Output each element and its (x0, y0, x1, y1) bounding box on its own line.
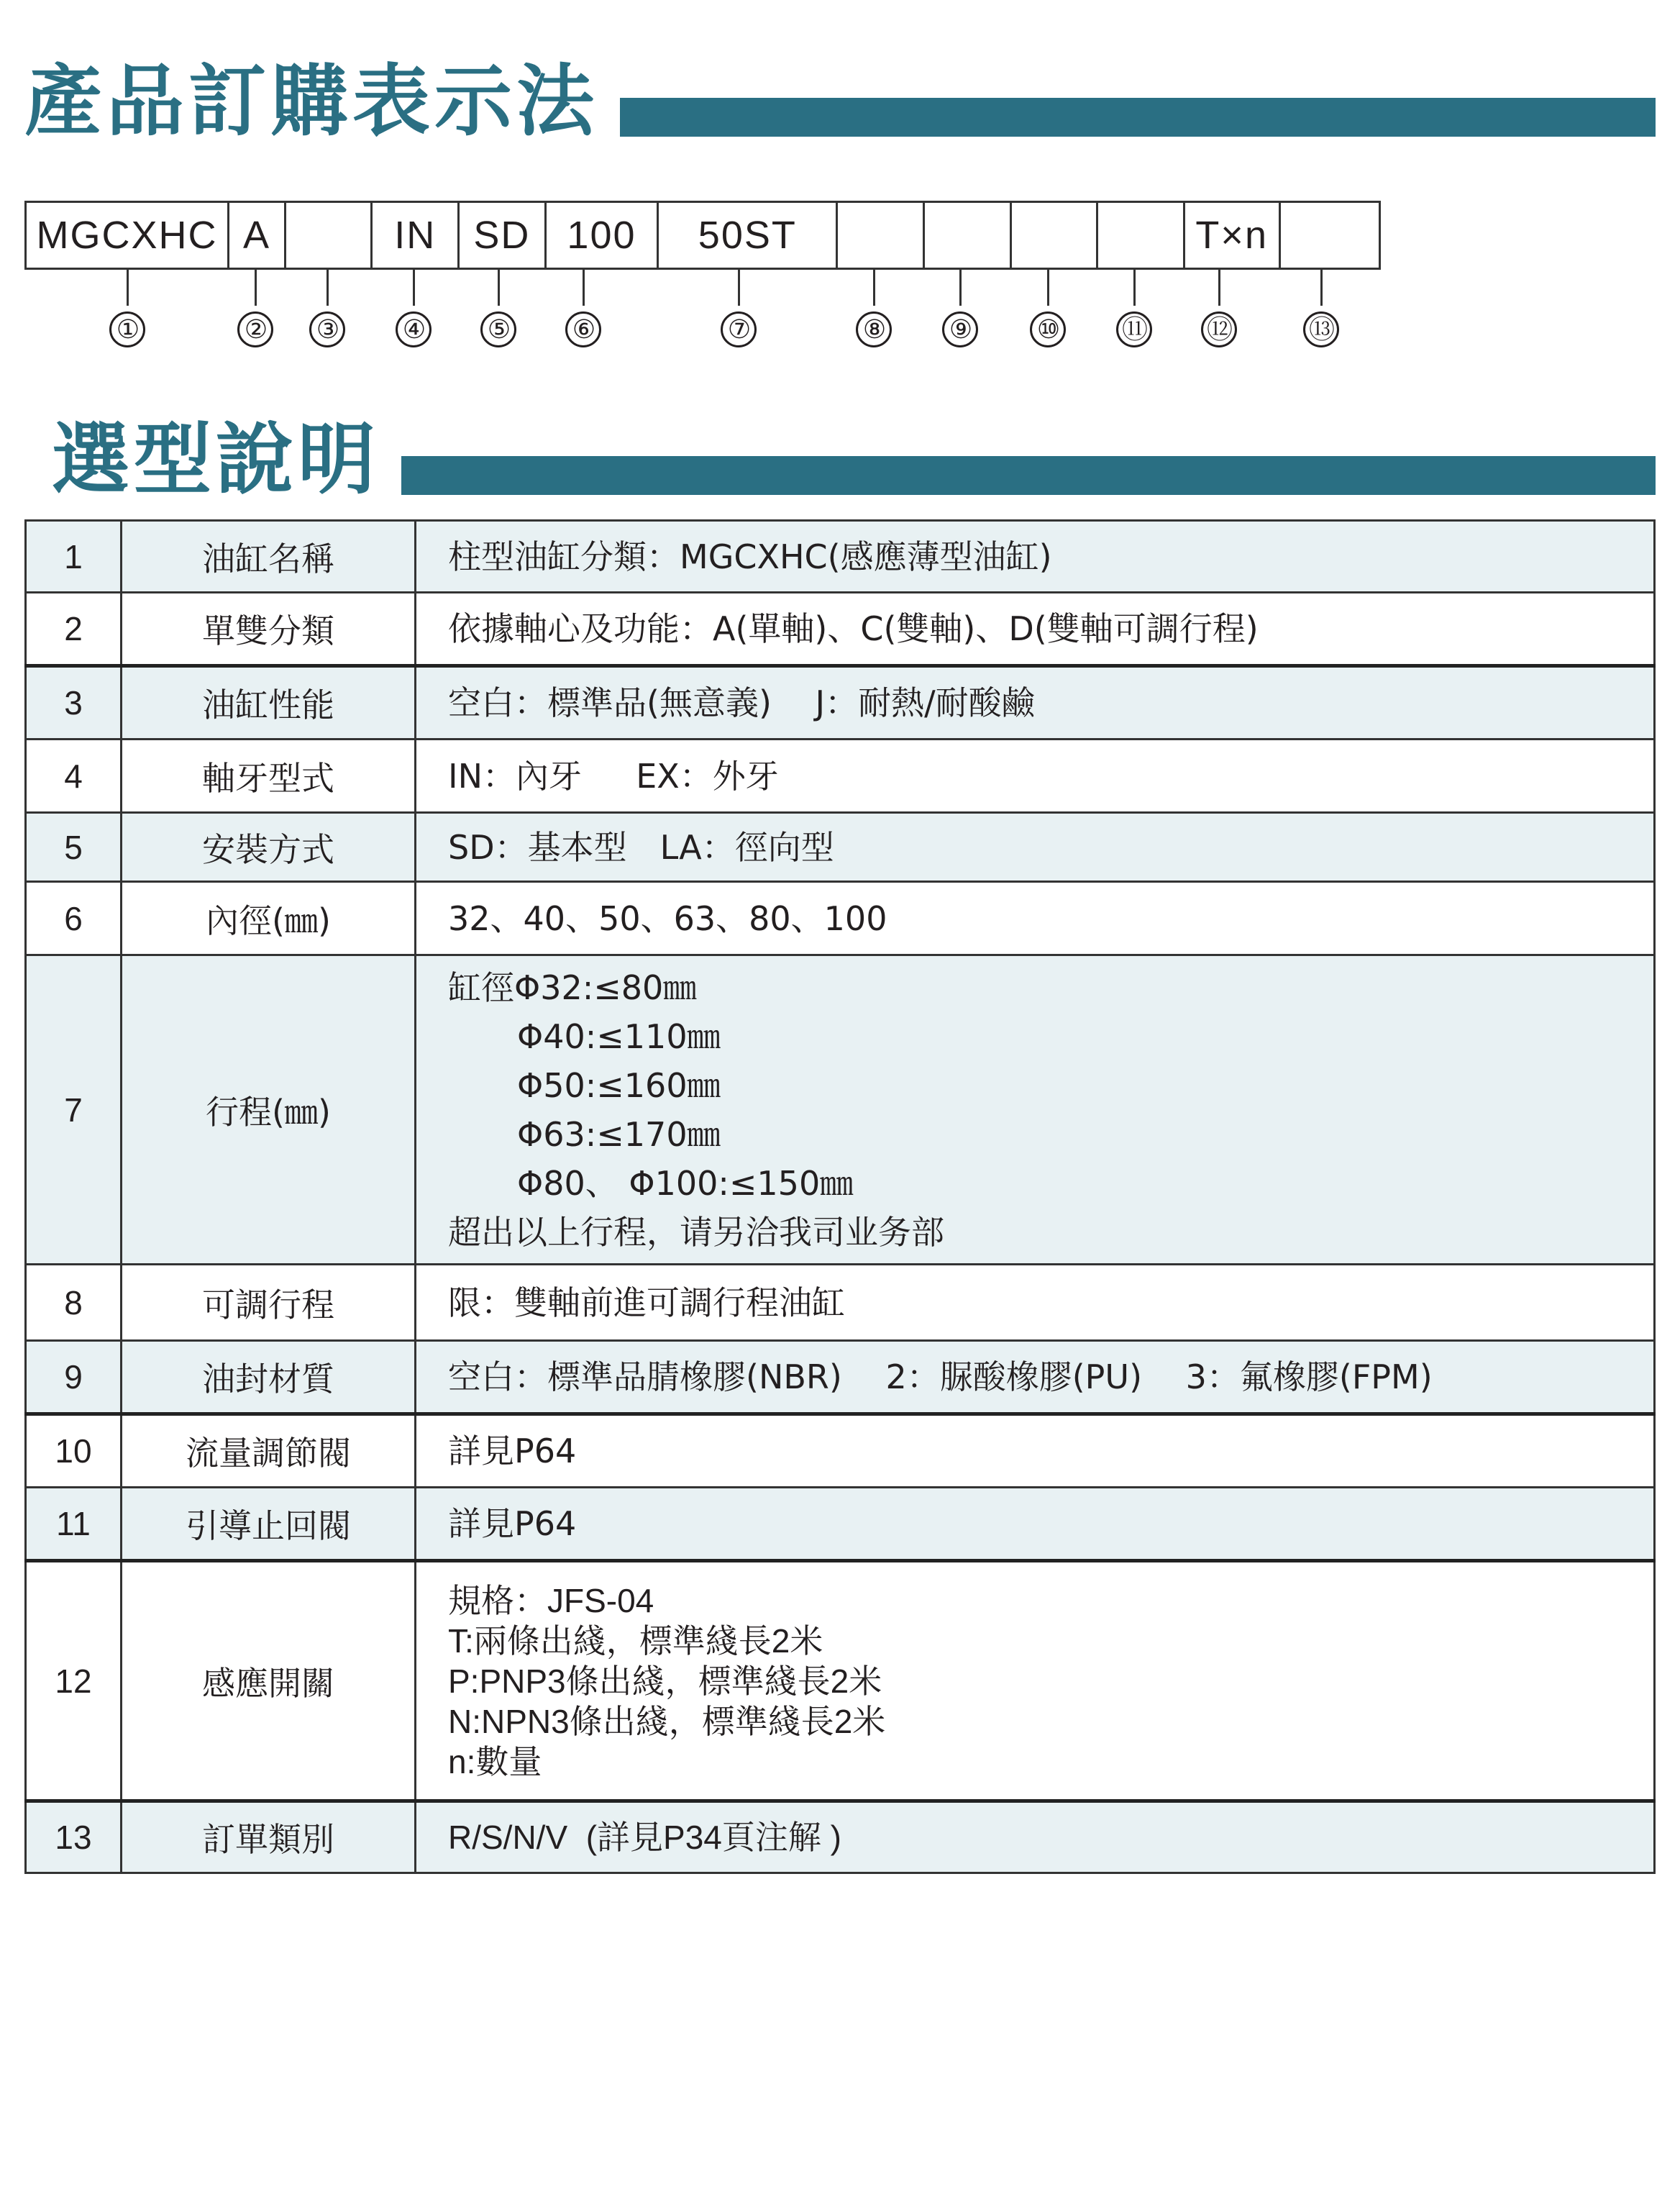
row-item: 內徑(㎜) (122, 882, 416, 955)
table-row (26, 740, 1655, 813)
leader-line (1133, 270, 1136, 306)
marker-10: ⑩ (1030, 311, 1066, 347)
table-row (26, 521, 1655, 593)
row-item: 流量調節閥 (122, 1414, 416, 1488)
row-number: 1 (26, 521, 122, 593)
row-number: 12 (26, 1561, 122, 1801)
leader-line (327, 270, 329, 306)
row-number: 7 (26, 955, 122, 1265)
row-description (416, 1414, 1655, 1488)
row-item: 油缸名稱 (122, 521, 416, 593)
desc-line: IN：內牙 EX：外牙 (448, 756, 779, 796)
code-cell-6: 100 (547, 203, 659, 268)
row-item: 安裝方式 (122, 813, 416, 882)
table-row (26, 1801, 1655, 1873)
table-row (26, 882, 1655, 955)
marker-8: ⑧ (856, 311, 892, 347)
desc-line: P:PNP3條出綫，標準綫長2米 (448, 1662, 882, 1700)
desc-line: 空白：標準品腈橡膠(NBR) 2：脲酸橡膠(PU) 3：氟橡膠(FPM) (448, 1357, 1433, 1396)
code-cell-12: T×n (1185, 203, 1281, 268)
desc-line: n:數量 (448, 1742, 542, 1780)
code-cell-7: 50ST (659, 203, 838, 268)
desc-line: 柱型油缸分類：MGCXHC(感應薄型油缸) (448, 537, 1052, 576)
selection-section-title: 選型說明 (52, 415, 380, 505)
code-cell-13 (1281, 203, 1379, 268)
marker-9: ⑨ (942, 311, 978, 347)
leader-line (1320, 270, 1323, 306)
row-description (416, 521, 1655, 593)
row-description (416, 1341, 1655, 1414)
row-number: 9 (26, 1341, 122, 1414)
code-cell-2: A (229, 203, 286, 268)
row-number: 13 (26, 1801, 122, 1873)
leader-line (498, 270, 500, 306)
leader-line (583, 270, 585, 306)
desc-line: 超出以上行程，请另洽我司业务部 (448, 1212, 944, 1252)
code-cell-11 (1098, 203, 1185, 268)
desc-line: N:NPN3條出綫，標準綫長2米 (448, 1702, 886, 1740)
table-row (26, 1414, 1655, 1488)
leader-line (1218, 270, 1220, 306)
table-row (26, 1341, 1655, 1414)
row-item: 感應開關 (122, 1561, 416, 1801)
code-cell-4: IN (373, 203, 460, 268)
row-number: 3 (26, 666, 122, 740)
desc-line: T:兩條出綫，標準綫長2米 (448, 1621, 823, 1660)
code-cell-10 (1012, 203, 1099, 268)
row-description (416, 593, 1655, 666)
ordering-section-title: 產品訂購表示法 (24, 57, 599, 147)
desc-line: 依據軸心及功能：A(單軸)、C(雙軸)、D(雙軸可調行程) (448, 609, 1259, 648)
desc-line: SD：基本型 LA：徑向型 (448, 827, 834, 867)
leader-line (738, 270, 740, 306)
row-item: 訂單類別 (122, 1801, 416, 1873)
row-number: 10 (26, 1414, 122, 1488)
marker-12: ⑫ (1201, 311, 1237, 347)
desc-line: 缸徑Φ32:≤80㎜ (448, 968, 697, 1007)
marker-7: ⑦ (721, 311, 757, 347)
leader-line (255, 270, 257, 306)
row-item: 行程(㎜) (122, 955, 416, 1265)
row-number: 6 (26, 882, 122, 955)
leader-line (413, 270, 415, 306)
row-description (416, 882, 1655, 955)
marker-6: ⑥ (565, 311, 601, 347)
desc-line: 32、40、50、63、80、100 (448, 898, 887, 938)
row-item: 油封材質 (122, 1341, 416, 1414)
row-description (416, 666, 1655, 740)
leader-line (873, 270, 875, 306)
row-item: 軸牙型式 (122, 740, 416, 813)
table-row (26, 813, 1655, 882)
marker-13: ⑬ (1303, 311, 1339, 347)
table-row (26, 955, 1655, 1265)
row-item: 單雙分類 (122, 593, 416, 666)
row-number: 2 (26, 593, 122, 666)
ordering-code-row (24, 201, 1381, 270)
table-row (26, 1561, 1655, 1801)
code-cell-8 (838, 203, 925, 268)
desc-line: Φ50:≤160㎜ (517, 1065, 721, 1105)
row-number: 4 (26, 740, 122, 813)
code-cell-5: SD (460, 203, 547, 268)
table-row (26, 1265, 1655, 1341)
leader-line (1047, 270, 1049, 306)
table-row (26, 1488, 1655, 1561)
desc-line: 限：雙軸前進可調行程油缸 (448, 1283, 845, 1322)
desc-line: 規格：JFS-04 (448, 1581, 654, 1619)
desc-line: 空白：標準品(無意義) J：耐熱/耐酸鹼 (448, 683, 1035, 722)
table-row (26, 593, 1655, 666)
desc-line: R/S/N/V (詳見P34頁注解 ) (448, 1819, 841, 1856)
marker-5: ⑤ (480, 311, 516, 347)
row-item: 可調行程 (122, 1265, 416, 1341)
selection-table (24, 519, 1656, 1874)
code-cell-1: MGCXHC (27, 203, 229, 268)
row-item: 油缸性能 (122, 666, 416, 740)
row-item: 引導止回閥 (122, 1488, 416, 1561)
marker-11: ⑪ (1116, 311, 1152, 347)
leader-line (959, 270, 962, 306)
marker-4: ④ (396, 311, 432, 347)
marker-3: ③ (309, 311, 345, 347)
row-description (416, 740, 1655, 813)
desc-line: 詳見P64 (448, 1504, 577, 1543)
table-row (26, 666, 1655, 740)
selection-title-bar (401, 456, 1656, 495)
row-description (416, 1561, 1655, 1801)
code-cell-3 (286, 203, 373, 268)
desc-line: Φ63:≤170㎜ (517, 1114, 721, 1154)
row-number: 5 (26, 813, 122, 882)
marker-2: ② (237, 311, 273, 347)
desc-line: 詳見P64 (448, 1432, 577, 1470)
marker-1: ① (109, 311, 145, 347)
code-cell-9 (925, 203, 1012, 268)
row-number: 8 (26, 1265, 122, 1341)
row-number: 11 (26, 1488, 122, 1561)
leader-line (127, 270, 129, 306)
row-description (416, 1265, 1655, 1341)
desc-line: Φ40:≤110㎜ (517, 1016, 721, 1056)
ordering-title-bar (620, 98, 1656, 137)
row-description (416, 813, 1655, 882)
desc-line: Φ80、 Φ100:≤150㎜ (517, 1163, 854, 1203)
row-description (416, 955, 1655, 1265)
row-description (416, 1488, 1655, 1561)
row-description (416, 1801, 1655, 1873)
